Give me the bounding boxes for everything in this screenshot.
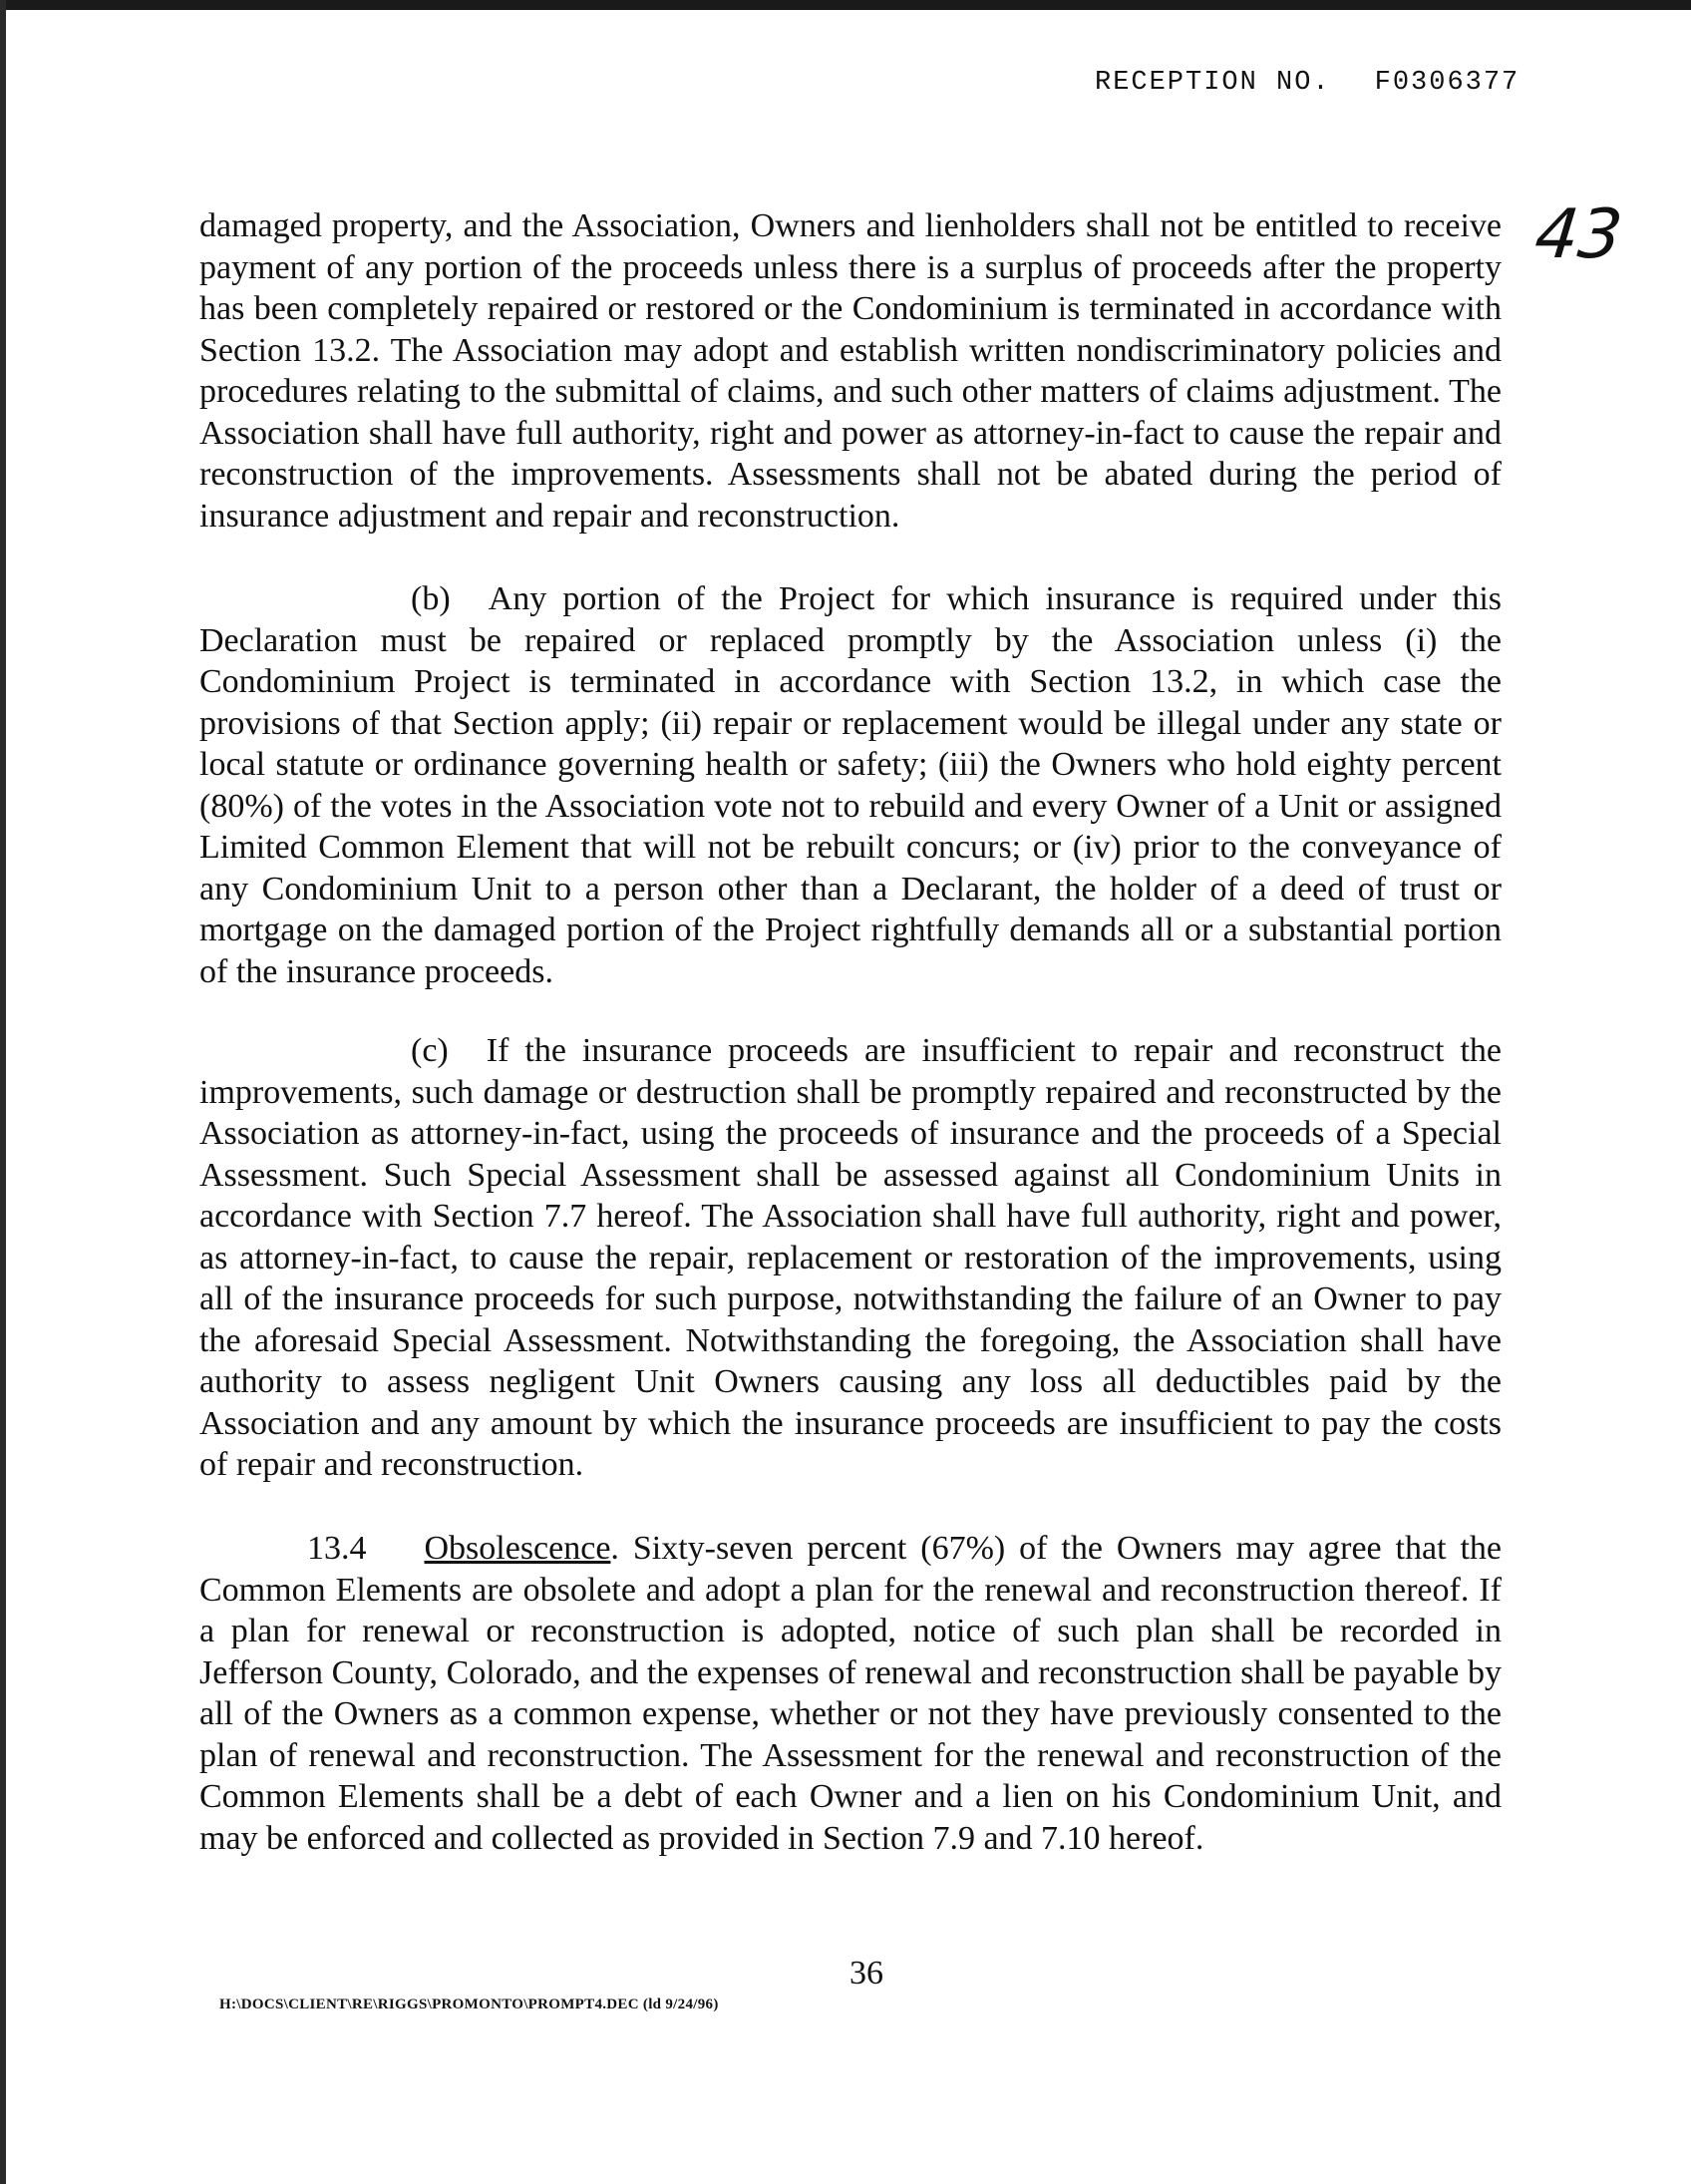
reception-stamp (1095, 68, 1520, 98)
paragraph-continuation (199, 205, 1502, 537)
section-heading: Obsolescence (424, 1530, 611, 1567)
paragraph-label: (b) (411, 580, 451, 617)
section-number: 13.4 (307, 1530, 367, 1567)
reception-label: RECEPTION NO. (1095, 68, 1331, 98)
section-text: Sixty-seven percent (67%) of the Owners may agree that the Common Elements are obsolete and adopt a plan for the renewal and reconstruction thereof. If a plan for renewal or reconstruction is adopted, notice of such plan shall be recorded in Jefferson County, Colorado, and the expenses of renewal and reconstruction shall be payable by all of the Owners as a common expense, whether or not they have previously consented to the plan of renewal and reconstruction. The Assessment for the renewal and reconstruction of the Common Elements shall be a debt of each Owner and a lien on his Condominium Unit, and may be enforced and collected as provided in Section 7.9 and 7.10 hereof. (199, 1530, 1503, 1857)
paragraph-text: Any portion of the Project for which insurance is required under this Declaration must be repaired or replaced promptly by the Association unless (i) the Condominium Project is terminated in accordance with Section 13.2, in which case the provisions of that Section apply; (ii) repair or replacement would be illegal under any state or local statute or ordinance governing health or safety; (iii) the Owners who hold eighty percent (80%) of the votes in the Association vote not to rebuild and every Owner of a Unit or assigned Limited Common Element that will not be rebuilt concurs; or (iv) prior to the conveyance of any Condominium Unit to a person other than a Declarant, the holder of a deed of trust or mortgage on the damaged portion of the Project rightfully demands all or a substantial portion of the insurance proceeds. (199, 580, 1502, 990)
section-13-4 (199, 1528, 1502, 1859)
reception-number: F0306377 (1374, 68, 1521, 98)
paragraph-b (199, 578, 1502, 992)
footer-file-path: H:\DOCS\CLIENT\RE\RIGGS\PROMONTO\PROMPT4.DEC (ld 9/24/96) (219, 1997, 719, 2012)
paragraph-label: (c) (411, 1032, 449, 1069)
scan-border-left (0, 0, 6, 2184)
paragraph-text: If the insurance proceeds are insufficient to repair and reconstruct the improvements, such damage or destruction shall be promptly repaired and reconstructed by the Association as attorney-in-fact, using the proceeds of insurance and the proceeds of a Special Assessment. Such Special Assessment shall be assessed against all Condominium Units in accordance with Section 7.7 hereof. The Association shall have full authority, right and power, as attorney-in-fact, to cause the repair, replacement or restoration of the improvements, using all of the insurance proceeds for such purpose, notwithstanding the failure of an Owner to pay the aforesaid Special Assessment. Notwithstanding the foregoing, the Association shall have authority to assess negligent Unit Owners causing any loss all deductibles paid by the Association and any amount by which the insurance proceeds are insufficient to pay the costs of repair and reconstruction. (199, 1032, 1502, 1483)
paragraph-text: damaged property, and the Association, Owners and lienholders shall not be entitled to receive payment of any portion of the proceeds unless there is a surplus of proceeds after the property has been completely repaired or restored or the Condominium is terminated in accordance with Section 13.2. The Association may adopt and establish written nondiscriminatory policies and procedures relating to the submittal of claims, and such other matters of claims adjustment. The Association shall have full authority, right and power as attorney-in-fact to cause the repair and reconstruction of the improvements. Assessments shall not be abated during the period of insurance adjustment and repair and reconstruction. (199, 207, 1502, 535)
scan-border-top (0, 0, 1691, 10)
page-number: 36 (849, 1955, 883, 1992)
handwritten-page-mark: 43 (1530, 195, 1626, 274)
section-heading-punct: . (610, 1530, 619, 1567)
paragraph-c (199, 1030, 1502, 1486)
